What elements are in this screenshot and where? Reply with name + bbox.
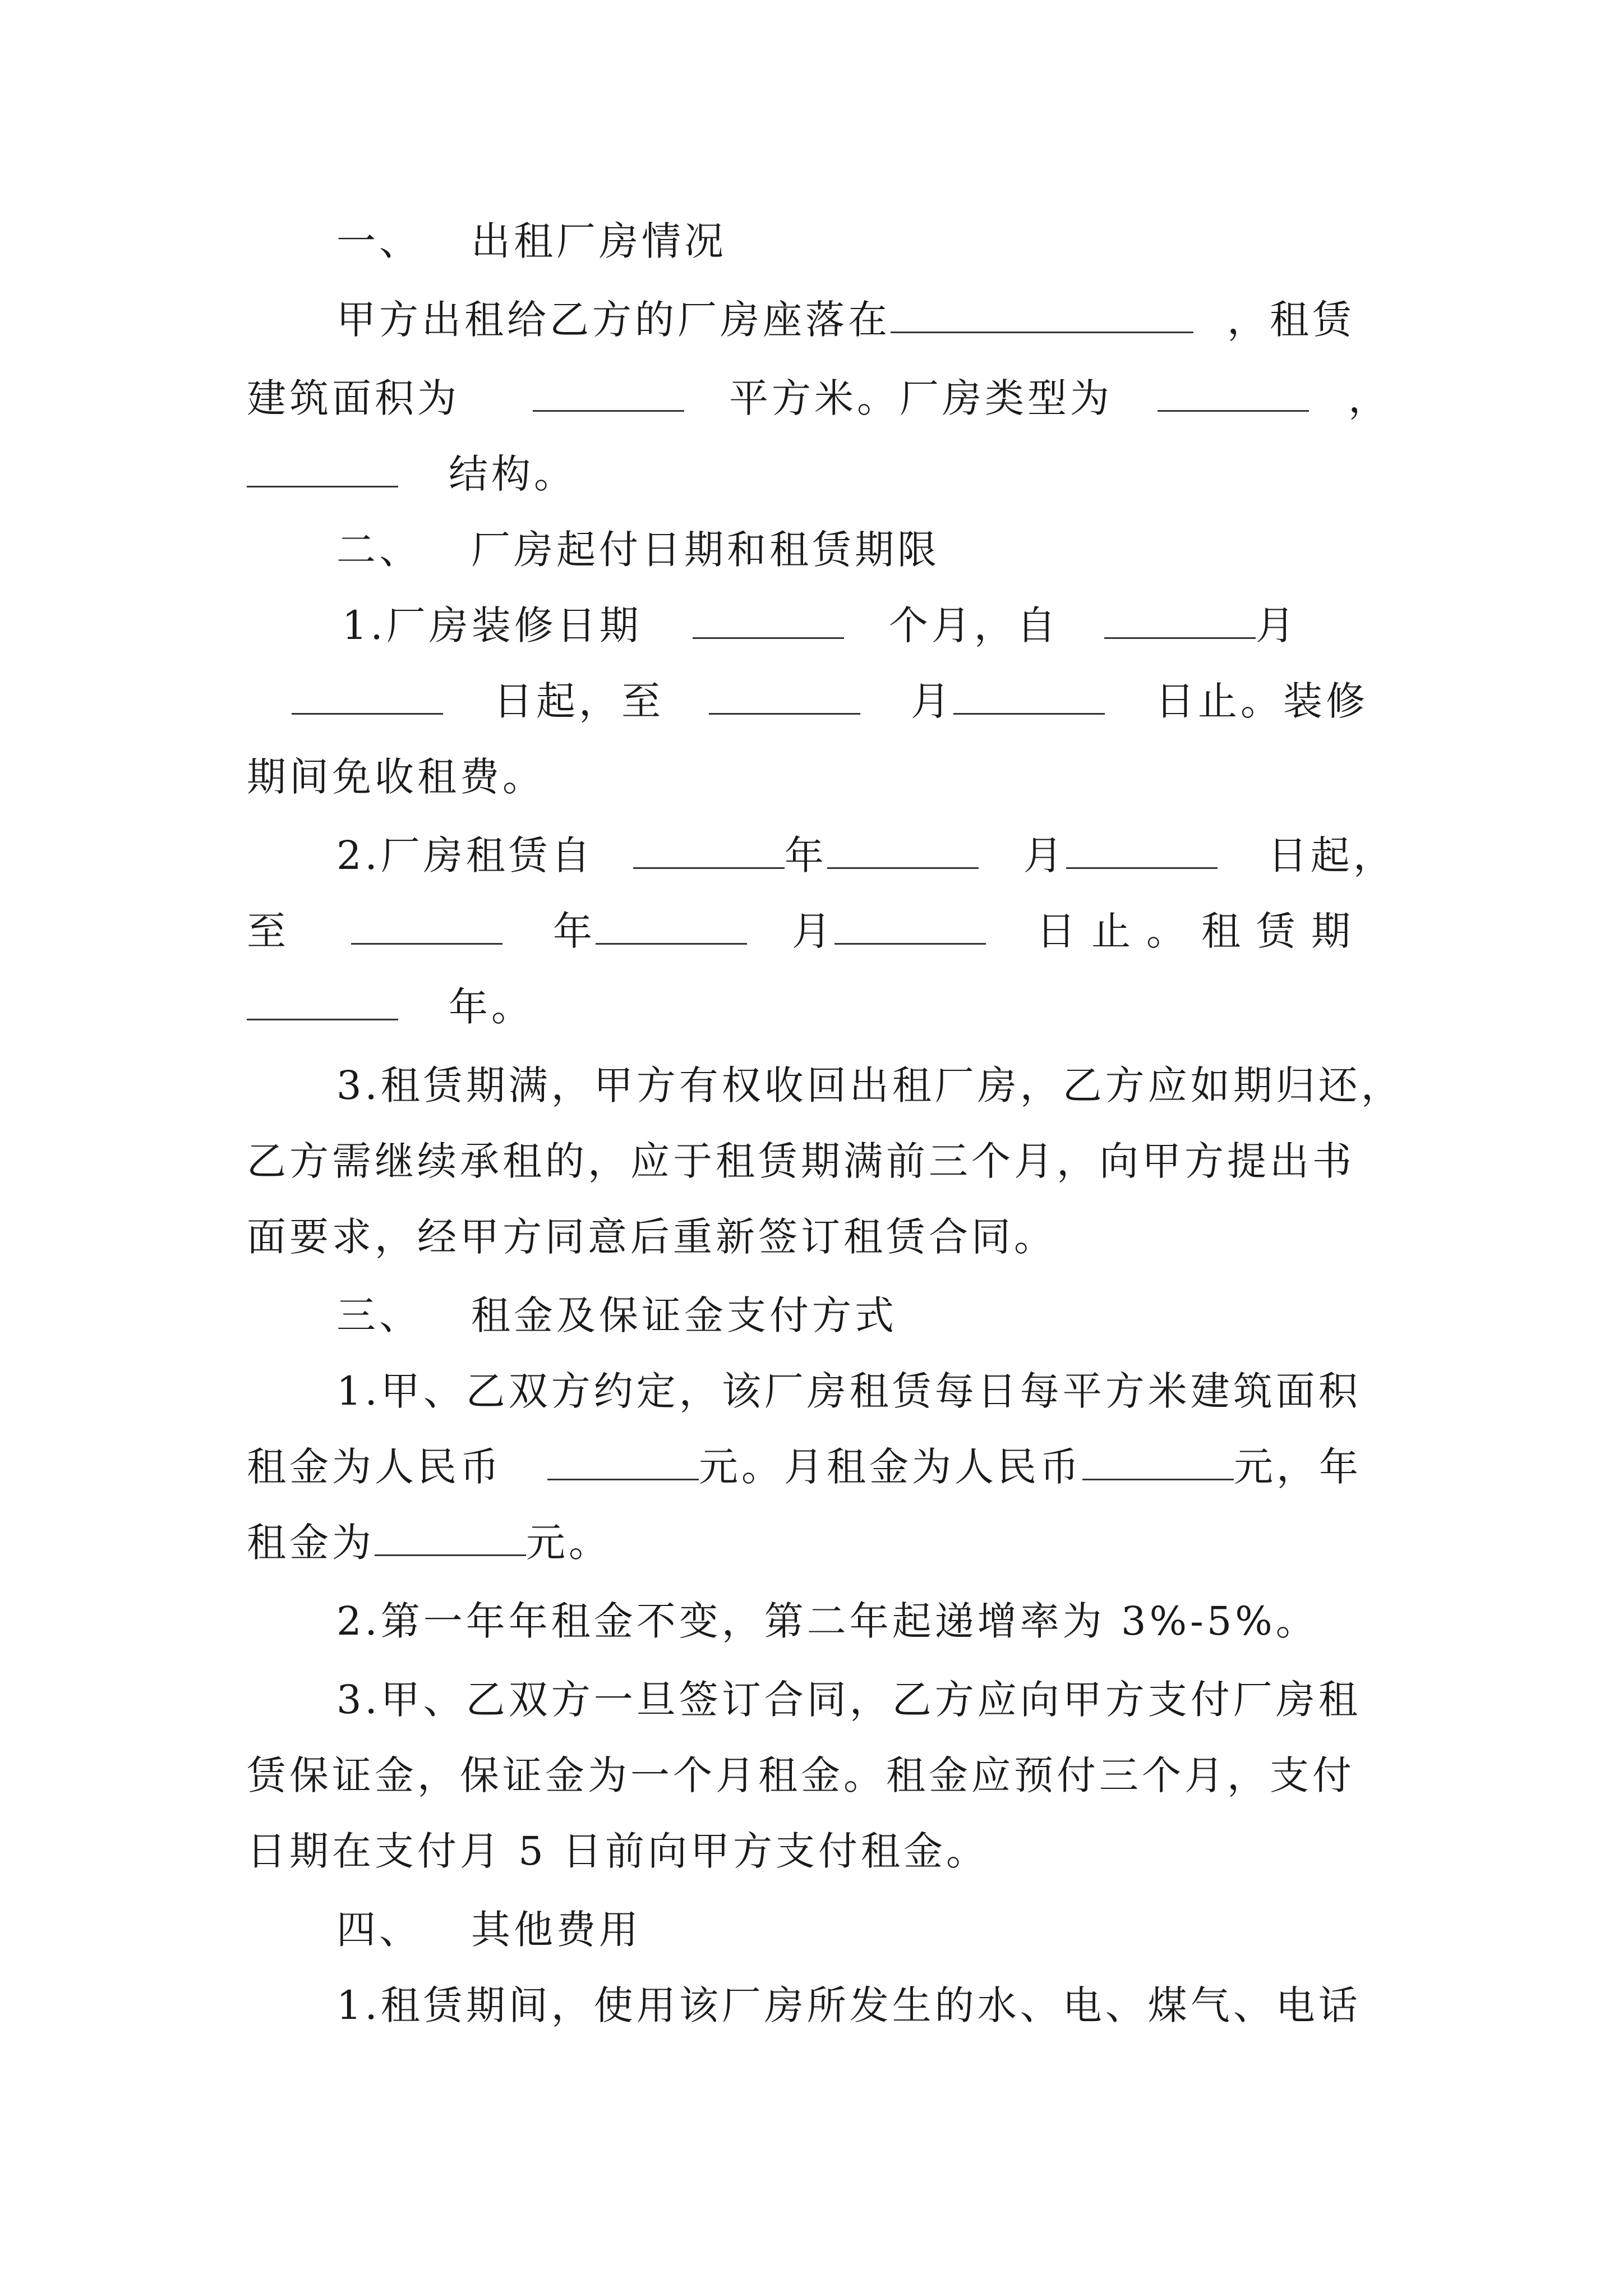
text: 租金为 — [247, 1520, 375, 1566]
section-number: 三、 — [336, 1292, 422, 1338]
text: 月 — [1255, 602, 1298, 648]
section-heading — [336, 524, 940, 575]
text: 元，年 — [1234, 1444, 1362, 1490]
text: 租金为人民币 — [247, 1444, 502, 1490]
paragraph-line — [247, 1826, 989, 1876]
text: 赁保证金，保证金为一个月租金。租金应预付三个月，支付 — [247, 1752, 1355, 1798]
text: 1.厂房装修日期 — [342, 602, 642, 648]
paragraph-line — [336, 1596, 1318, 1646]
paragraph-line — [247, 1517, 611, 1568]
fill-blank[interactable] — [292, 679, 443, 715]
paragraph-line — [336, 1060, 1404, 1111]
text: 3.租赁期满，甲方有权收回出租厂房，乙方应如期归还， — [336, 1062, 1404, 1108]
text: 乙方需继续承租的，应于租赁期满前三个月，向甲方提出书 — [247, 1138, 1355, 1184]
text: 年。 — [449, 984, 534, 1030]
fill-blank[interactable] — [1082, 1445, 1234, 1480]
section-heading — [336, 1290, 897, 1341]
paragraph-line — [336, 1366, 1361, 1416]
text: 结构。 — [449, 451, 577, 497]
fill-blank[interactable] — [247, 452, 398, 487]
text: 日期在支付月 5 日前向甲方支付租金。 — [247, 1828, 989, 1874]
fill-blank[interactable] — [827, 834, 979, 869]
fill-blank[interactable] — [1066, 834, 1218, 869]
text: 1.租赁期间，使用该厂房所发生的水、电、煤气、电话 — [336, 1982, 1361, 2028]
text: 面要求，经甲方同意后重新签订租赁合同。 — [247, 1214, 1057, 1260]
fill-blank[interactable] — [953, 679, 1105, 715]
paragraph-line — [247, 982, 534, 1032]
text: ，租赁 — [1227, 297, 1355, 343]
section-title: 租金及保证金支付方式 — [471, 1292, 897, 1338]
text: 月 — [792, 908, 834, 954]
section-number: 二、 — [336, 527, 422, 573]
paragraph-line — [247, 1136, 1355, 1186]
text: 日起， — [1267, 832, 1396, 878]
paragraph-line — [247, 752, 545, 802]
paragraph-line — [247, 373, 1391, 424]
text: 甲方出租给乙方的厂房座落在 — [336, 297, 891, 343]
fill-blank[interactable] — [375, 1521, 526, 1556]
text: 3.甲、乙双方一旦签订合同，乙方应向甲方支付厂房租 — [336, 1677, 1361, 1723]
text: 期间免收租费。 — [247, 754, 545, 800]
paragraph-line — [336, 1980, 1361, 2031]
paragraph-line — [247, 1212, 1057, 1262]
fill-blank[interactable] — [547, 1445, 699, 1480]
section-number: 一、 — [336, 218, 422, 264]
paragraph-line — [336, 1674, 1361, 1725]
section-heading — [336, 216, 727, 266]
text: 日止。租赁期 — [1036, 908, 1366, 954]
text: 至 — [247, 908, 289, 954]
paragraph-line — [247, 1442, 1362, 1492]
text: 建筑面积为 — [247, 375, 460, 421]
paragraph-line — [247, 449, 577, 499]
text: 年 — [553, 908, 596, 954]
fill-blank[interactable] — [247, 985, 398, 1020]
fill-blank[interactable] — [709, 679, 860, 715]
text: 2.厂房租赁自 — [336, 832, 594, 878]
fill-blank[interactable] — [596, 909, 747, 945]
section-heading — [336, 1904, 642, 1955]
paragraph-line — [292, 676, 1368, 726]
paragraph-line — [336, 830, 1396, 881]
text: 个月，自 — [888, 602, 1059, 648]
text: 2.第一年年租金不变，第二年起递增率为 3%-5%。 — [336, 1598, 1318, 1644]
text: 1.甲、乙双方约定，该厂房租赁每日每平方米建筑面积 — [336, 1368, 1361, 1414]
fill-blank[interactable] — [891, 298, 1193, 333]
text: 月 — [911, 678, 953, 724]
paragraph-line — [247, 906, 1366, 956]
paragraph-line — [247, 1750, 1355, 1801]
text: 元。 — [526, 1520, 611, 1566]
fill-blank[interactable] — [533, 376, 684, 412]
text: 元。月租金为人民币 — [699, 1444, 1082, 1490]
fill-blank[interactable] — [693, 604, 844, 639]
text: 日起，至 — [494, 678, 664, 724]
text: ， — [1348, 375, 1391, 421]
fill-blank[interactable] — [1104, 604, 1256, 639]
fill-blank[interactable] — [633, 834, 785, 869]
text: 平方米。厂房类型为 — [729, 375, 1113, 421]
section-title: 厂房起付日期和租赁期限 — [471, 527, 940, 573]
fill-blank[interactable] — [834, 909, 986, 945]
paragraph-line — [342, 600, 1298, 651]
fill-blank[interactable] — [351, 909, 502, 945]
section-title: 出租厂房情况 — [471, 218, 727, 264]
fill-blank[interactable] — [1158, 376, 1309, 412]
paragraph-line — [336, 295, 1355, 345]
text: 年 — [784, 832, 827, 878]
section-title: 其他费用 — [471, 1907, 642, 1953]
text: 月 — [1023, 832, 1066, 878]
text: 日止。装修 — [1155, 678, 1368, 724]
section-number: 四、 — [336, 1907, 422, 1953]
